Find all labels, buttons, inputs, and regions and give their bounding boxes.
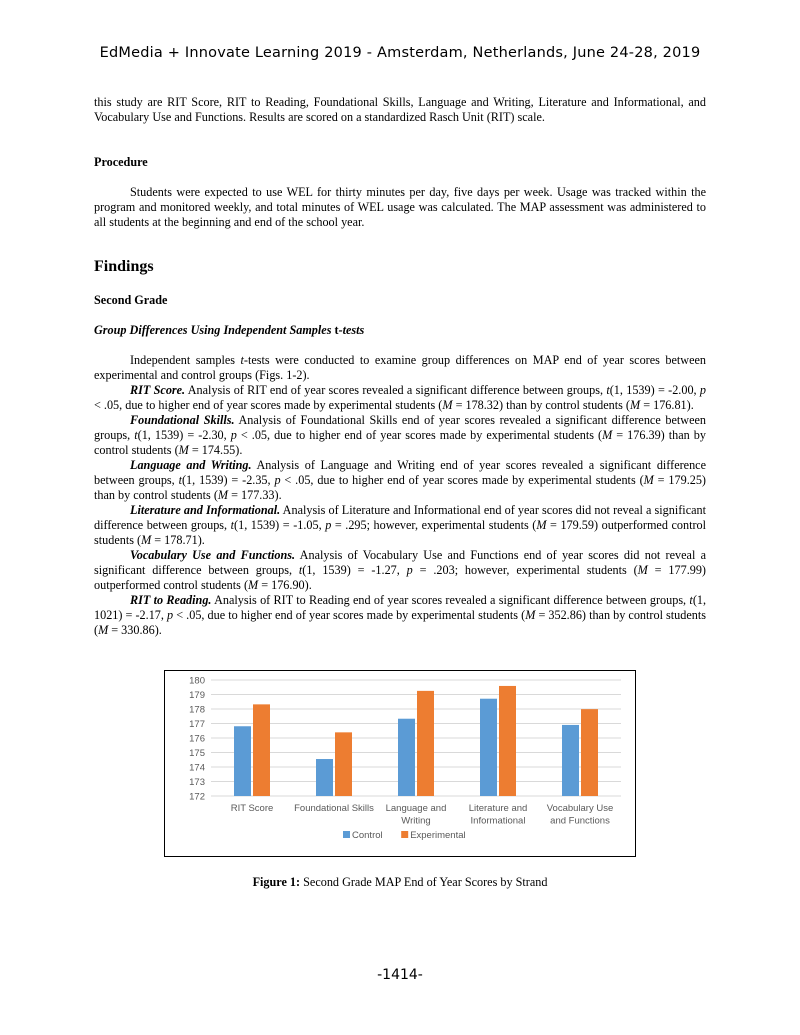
y-tick-label: 179 <box>189 690 205 701</box>
y-tick-label: 175 <box>189 748 205 759</box>
legend-label-control: Control <box>352 830 383 841</box>
bar-experimental-4 <box>499 686 516 796</box>
caption-label: Figure 1: <box>252 875 301 889</box>
legend-swatch-experimental <box>401 831 408 838</box>
y-tick-label: 176 <box>189 733 205 745</box>
caption-text: Second Grade MAP End of Year Scores by Strand <box>300 875 548 889</box>
figure-1-chart <box>164 670 636 857</box>
findings-heading: Findings <box>94 258 154 275</box>
group-differences-heading-tail: -tests <box>338 323 365 337</box>
x-tick-label: RIT Score <box>230 803 274 814</box>
bar-experimental-2 <box>335 732 352 796</box>
group-differences-heading <box>94 323 364 338</box>
rit-to-reading-paragraph: RIT to Reading. Analysis of RIT to Reading end of year scores revealed a significant difference between groups, t(1, 1021) = -2.17, p < .05, due to higher end of year scores made by experimental students (M = 352.86) than by control students (M = 330.86). <box>94 593 707 637</box>
bar-experimental-5 <box>581 709 598 796</box>
rit-score-paragraph: RIT Score. Analysis of RIT end of year scores revealed a significant difference between groups, t(1, 1539) = -2.00, p < .05, due to higher end of year scores made by experimental students (M = 178.32) than by control students (M = 176.81). <box>94 383 706 412</box>
second-grade-heading: Second Grade <box>94 293 168 307</box>
legend-swatch-control <box>343 831 350 838</box>
group-differences-heading-t: t <box>334 323 339 337</box>
findings-body <box>94 353 706 638</box>
x-tick-label: Vocabulary Use <box>546 803 614 814</box>
bar-chart-svg <box>165 671 635 856</box>
y-tick-label: 173 <box>189 777 205 788</box>
conference-header: EdMedia + Innovate Learning 2019 - Amsterdam, Netherlands, June 24-28, 2019 <box>99 45 701 61</box>
bar-control-5 <box>562 725 579 796</box>
x-tick-label: Foundational Skills <box>294 803 374 814</box>
legend-label-experimental: Experimental <box>410 830 466 841</box>
procedure-paragraph: Students were expected to use WEL for thirty minutes per day, five days per week. Usage was tracked within the program and monitored weekly, and total minutes of WEL usage was calculated. The MAP assessment was administered to all students at the beginning and end of the school year. <box>94 185 706 229</box>
bar-experimental-1 <box>253 704 270 796</box>
procedure-heading: Procedure <box>94 155 148 169</box>
bar-control-3 <box>398 719 415 796</box>
bar-control-1 <box>234 726 251 796</box>
bar-experimental-3 <box>417 691 434 796</box>
y-tick-label: 172 <box>189 791 205 803</box>
intro-paragraph-continued: this study are RIT Score, RIT to Reading, Foundational Skills, Language and Writing, Literature and Informational, and Vocabulary Use and Functions. Results are scored on a standardized Rasch Unit (RIT) scale. <box>94 95 706 124</box>
language-writing-paragraph: Language and Writing. Analysis of Language and Writing end of year scores revealed a significant difference between groups, t(1, 1539) = -2.35, p < .05, due to higher end of year scores made by experimental students (M = 179.25) than by control students (M = 177.33). <box>94 458 706 502</box>
y-tick-label: 174 <box>189 762 205 774</box>
vocabulary-paragraph: Vocabulary Use and Functions. Analysis of Vocabulary Use and Functions end of year scores did not reveal a significant difference between groups, t(1, 1539) = -1.27, p = .203; however, experimental students (M = 177.99) outperformed control students (M = 176.90). <box>94 548 706 592</box>
y-tick-label: 180 <box>189 675 205 687</box>
y-tick-label: 178 <box>189 704 205 716</box>
x-tick-label: Literature and <box>468 803 528 814</box>
bar-control-4 <box>480 699 497 796</box>
foundational-skills-paragraph: Foundational Skills. Analysis of Foundational Skills end of year scores revealed a significant difference between groups, t(1, 1539) = -2.30, p < .05, due to higher end of year scores made by experimental students (M = 176.39) than by control students (M = 174.55). <box>94 413 706 457</box>
x-tick-label: and Functions <box>550 815 610 827</box>
figure-caption <box>0 875 800 890</box>
group-differences-heading-main: Group Differences Using Independent Samples <box>94 323 335 337</box>
literature-informational-paragraph: Literature and Informational. Analysis of Literature and Informational end of year scores did not reveal a significant difference between groups, t(1, 1539) = -1.05, p = .295; however, experimental students (M = 179.59) outperformed control students (M = 178.71). <box>94 503 707 547</box>
x-tick-label: Writing <box>401 815 431 827</box>
bar-control-2 <box>316 759 333 796</box>
y-tick-label: 177 <box>189 719 205 730</box>
page-number: -1414- <box>377 967 423 983</box>
independent-samples-paragraph: Independent samples t-tests were conducted to examine group differences on MAP end of year scores between experimental and control groups (Figs. 1-2). <box>94 353 706 382</box>
x-tick-label: Language and <box>385 803 447 814</box>
x-tick-label: Informational <box>470 815 526 827</box>
